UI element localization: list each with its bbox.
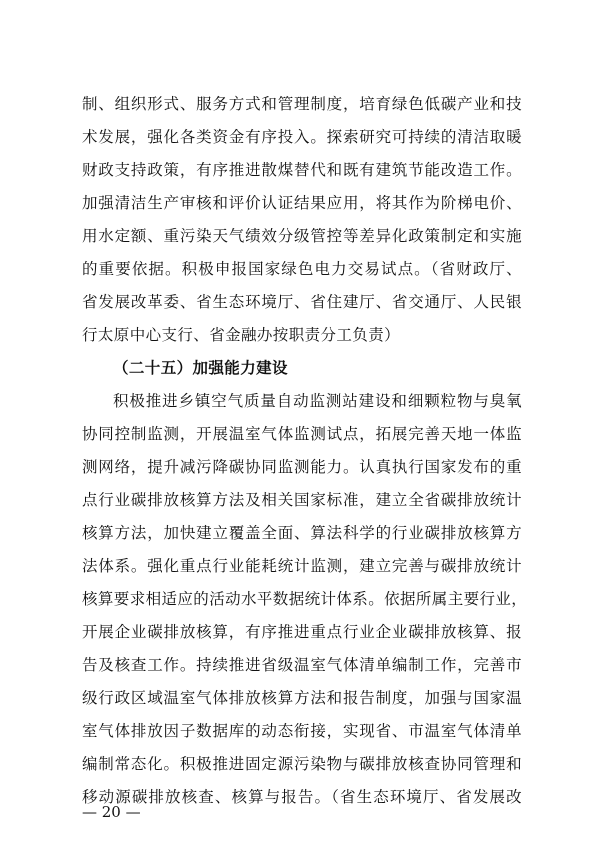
page-number: — 20 — bbox=[82, 803, 141, 821]
paragraph-line: 移动源碳排放核查、核算与报告。（省生态环境厅、省发展改 bbox=[82, 788, 522, 806]
paragraph-line: 开展企业碳排放核算，有序推进重点行业企业碳排放核算、报 bbox=[82, 623, 522, 641]
paragraph-line: 行太原中心支行、省金融办按职责分工负责） bbox=[82, 326, 401, 344]
paragraph-line: 测网络，提升减污降碳协同监测能力。认真执行国家发布的重 bbox=[82, 458, 522, 476]
paragraph-line: 室气体排放因子数据库的动态衔接，实现省、市温室气体清单 bbox=[82, 722, 522, 740]
paragraph-line: 财政支持政策，有序推进散煤替代和既有建筑节能改造工作。 bbox=[82, 161, 522, 179]
paragraph-line: 用水定额、重污染天气绩效分级管控等差异化政策制定和实施 bbox=[82, 227, 522, 245]
section-heading: （二十五）加强能力建设 bbox=[113, 359, 288, 377]
paragraph-line: 的重要依据。积极申报国家绿色电力交易试点。（省财政厅、 bbox=[82, 260, 522, 278]
paragraph-line: 级行政区域温室气体排放核算方法和报告制度，加强与国家温 bbox=[82, 689, 522, 707]
paragraph-line: 省发展改革委、省生态环境厅、省住建厅、省交通厅、人民银 bbox=[82, 293, 522, 311]
paragraph-line: 制、组织形式、服务方式和管理制度，培育绿色低碳产业和技 bbox=[82, 95, 522, 113]
paragraph-line: 协同控制监测，开展温室气体监测试点，拓展完善天地一体监 bbox=[82, 425, 522, 443]
paragraph-line: 告及核查工作。持续推进省级温室气体清单编制工作，完善市 bbox=[82, 656, 522, 674]
paragraph-line: 积极推进乡镇空气质量自动监测站建设和细颗粒物与臭氧 bbox=[113, 392, 522, 410]
paragraph-line: 法体系。强化重点行业能耗统计监测，建立完善与碳排放统计 bbox=[82, 557, 522, 575]
paragraph-line: 核算方法，加快建立覆盖全面、算法科学的行业碳排放核算方 bbox=[82, 524, 522, 542]
paragraph-line: 编制常态化。积极推进固定源污染物与碳排放核查协同管理和 bbox=[82, 755, 522, 773]
paragraph-line: 点行业碳排放核算方法及相关国家标准，建立全省碳排放统计 bbox=[82, 491, 522, 509]
paragraph-line: 加强清洁生产审核和评价认证结果应用，将其作为阶梯电价、 bbox=[82, 194, 522, 212]
paragraph-line: 术发展，强化各类资金有序投入。探索研究可持续的清洁取暖 bbox=[82, 128, 522, 146]
paragraph-line: 核算要求相适应的活动水平数据统计体系。依据所属主要行业， bbox=[82, 590, 528, 608]
